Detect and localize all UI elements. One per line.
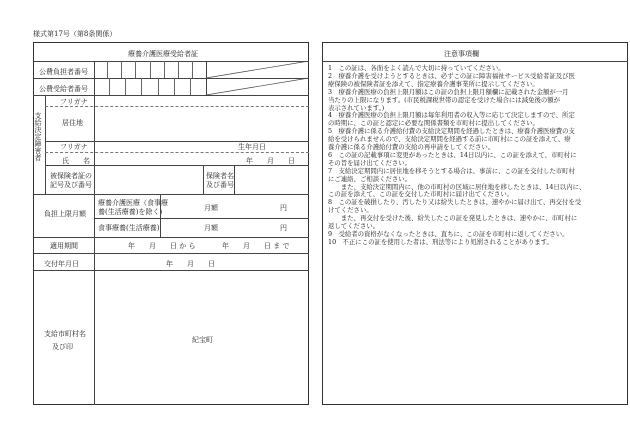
name-label: 氏 名 [62, 157, 90, 165]
note-line: 2 療養介護を受けようとするときは、必ずこの証に障害福祉サービス受給者証及び医 [328, 71, 575, 80]
note-line: 6 この証の記載事項に変更があったときは、14日以内に、この証を添えて、市町村に [328, 150, 577, 159]
note-line: 4 療養介護医療の負担上限月額は毎年利用者の収入等に応じて決定しますので、所定 [328, 111, 575, 120]
note-line: この証を添えて、この証を交付した市町村に届け出てください。 [328, 190, 514, 199]
note-line: 療保険の被保険者証を添えて、指定療養介護事業所に提示してください。 [328, 79, 539, 88]
recipient-number-label: 公費受給者番号 [39, 85, 88, 93]
issue-date-value[interactable]: 年 月 日 [166, 260, 215, 268]
note-line: 養介護に係る介護給付費の支給の再申請をしてください。 [328, 143, 495, 151]
certificate-frame [33, 42, 309, 405]
municipality-name: 紀宝町 [192, 336, 213, 344]
municipality-label-1: 支給市町村名 [44, 330, 86, 338]
note-line: 表示されています。) [328, 103, 385, 112]
issue-date-label: 交付年月日 [44, 260, 79, 268]
note-line: 当たりの上限になります。(市民税課税世帯の認定を受けた場合には減免後の額が [328, 95, 561, 104]
care-cost-label-2: 養(生活療養)を除く) [98, 208, 163, 216]
note-line: その旨を届け出てください。 [328, 158, 412, 167]
furigana-label-2: フリガナ [60, 143, 88, 151]
insurer-name-label-1: 保険者名 [206, 172, 234, 180]
insurer-number-boxes[interactable] [94, 61, 206, 78]
meal-cost-yen: 円 [280, 224, 287, 232]
note-line: けてください。 [328, 206, 373, 215]
care-cost-monthly-label: 月額 [204, 204, 218, 212]
meal-cost-monthly-label: 月額 [204, 224, 218, 232]
recipient-number-boxes[interactable] [94, 78, 206, 95]
note-line: 返してください。 [328, 222, 380, 230]
monthly-limit-label: 負担上限月額 [44, 210, 86, 218]
insurer-number-label: 公費負担者番号 [39, 68, 88, 76]
note-line: 7 支給決定期間内に居住地を移そうとする場合は、事前に、この証を交付した市町村 [328, 166, 575, 175]
insured-card-label-1: 被保険者証の [50, 172, 92, 180]
note-line: 給を受けられませんので、支給決定期間を経過する前に市町村にこの証を添えて、療 [328, 135, 571, 144]
note-line: また、支給決定期間内に、他の市町村の区域に居住地を移したときは、14日以内に、 [328, 182, 586, 191]
note-line: 8 この証を破損したり、汚したり又は紛失したときは、速やかに届け出て、再交付を受 [328, 198, 582, 207]
note-line: にご連絡、ご相談ください。 [328, 174, 412, 183]
birthdate-value[interactable]: 年 月 日 [246, 157, 295, 165]
note-line: また、再交付を受けた後、紛失したこの証を発見したときは、速やかに、市町村に [328, 214, 578, 223]
note-line: の時期に、この証と認定に必要な関係書類を市町村に提出してください。 [328, 119, 539, 128]
note-line: 9 受給者の資格がなくなったときは、直ちに、この証を市町村に返してください。 [328, 229, 569, 238]
recipient-side-label: 支給決定障害者 [34, 112, 42, 161]
insurer-name-label-2: 及び番号 [206, 181, 234, 189]
notes-title: 注意事項欄 [444, 50, 479, 58]
furigana-label: フリガナ [60, 98, 88, 106]
note-line: 3 療養介護医療の負担上限月額はこの証の負担上限月額欄に記載された金額が一月 [328, 87, 569, 96]
insured-card-label-2: 記号及び番号 [50, 181, 92, 189]
municipality-label-2: 及び印 [52, 343, 73, 351]
care-cost-label-1: 療養介護医療（食事療 [98, 199, 168, 207]
period-label: 適用期間 [50, 242, 78, 250]
period-to[interactable]: 年 月 日 ま で [222, 242, 290, 250]
birthdate-label: 生年月日 [238, 143, 266, 151]
care-cost-yen: 円 [280, 204, 287, 212]
address-label: 居住地 [62, 119, 83, 127]
note-line: 1 この証は、各面をよく読んで大切に持っていてください。 [328, 64, 505, 72]
certificate-title: 療養介護医療受給者証 [128, 50, 198, 58]
note-line: 5 療養介護に係る介護給付費の支給決定期間を経過したときは、療養介護医療費の支 [328, 127, 575, 136]
note-line: 10 不正にこの証を使用した者は、刑法等により処罰されることがあります。 [328, 237, 553, 246]
meal-cost-label: 食事療養(生活療養) [98, 224, 160, 232]
period-from[interactable]: 年 月 日 か ら [128, 242, 196, 250]
form-number: 様式第17号（第8条関係） [33, 30, 117, 38]
